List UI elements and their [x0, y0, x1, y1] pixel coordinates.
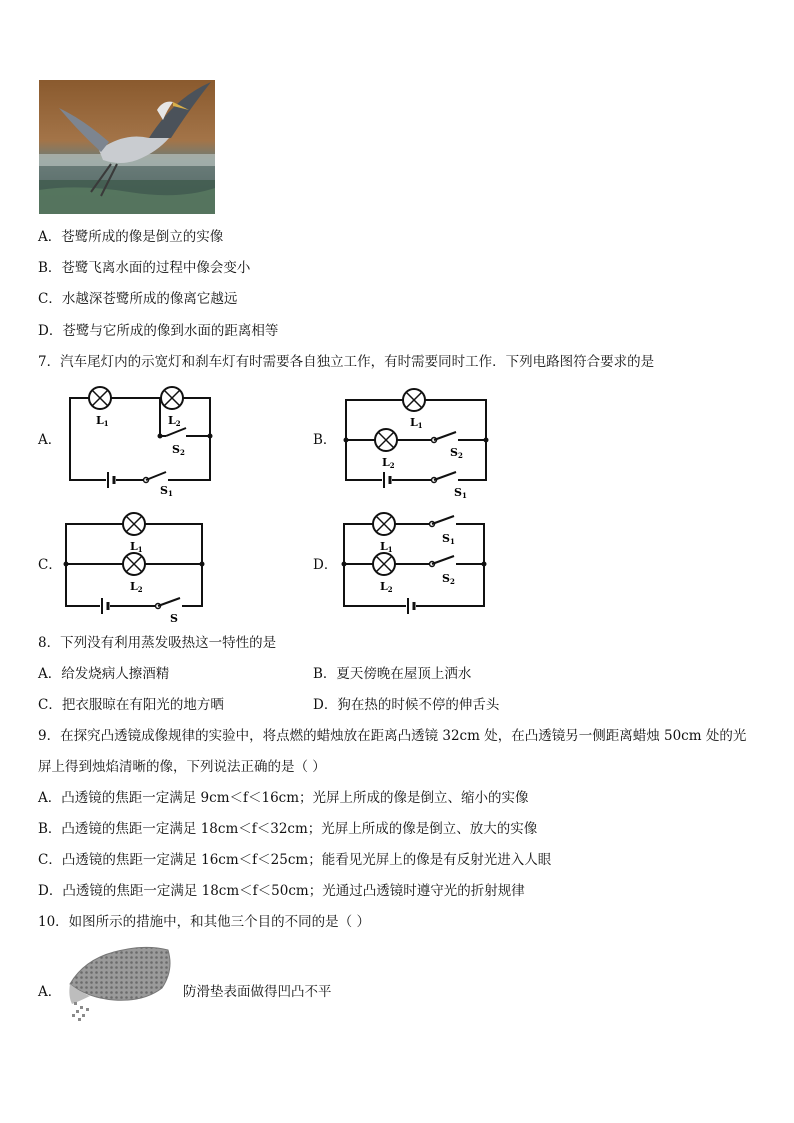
q7-option-a-label[interactable]: A． [38, 432, 62, 448]
svg-text:L1: L1 [130, 540, 143, 554]
q6-option-b[interactable]: B．苍鹭飞离水面的过程中像会变小 [38, 260, 251, 276]
svg-text:S2: S2 [172, 443, 185, 457]
svg-text:L2: L2 [382, 456, 395, 470]
svg-text:L1: L1 [96, 414, 109, 428]
anti-slip-mat-image [64, 940, 176, 1024]
svg-text:L2: L2 [380, 580, 393, 594]
q6-option-c[interactable]: C．水越深苍鹭所成的像离它越远 [38, 291, 238, 307]
q9-option-b[interactable]: B．凸透镜的焦距一定满足 18cm＜f＜32cm；光屏上所成的像是倒立、放大的实像 [38, 821, 538, 837]
q9-option-c[interactable]: C．凸透镜的焦距一定满足 16cm＜f＜25cm；能看见光屏上的像是有反射光进入人眼 [38, 852, 552, 868]
q10-option-a-text: 防滑垫表面做得凹凸不平 [183, 984, 332, 1000]
q7-option-d-label[interactable]: D． [313, 557, 338, 573]
q7-option-c-label[interactable]: C． [38, 557, 62, 573]
q7-option-b-label[interactable]: B． [313, 432, 337, 448]
q6-option-d[interactable]: D．苍鹭与它所成的像到水面的距离相等 [38, 323, 279, 339]
q10-option-a-label[interactable]: A． [38, 984, 62, 1000]
svg-text:S: S [170, 612, 178, 624]
q9-stem-line1: 9．在探究凸透镜成像规律的实验中，将点燃的蜡烛放在距离凸透镜 32cm 处，在凸透镜另一侧距离蜡烛 50cm 处的光 [38, 728, 747, 744]
circuit-d[interactable] [336, 508, 496, 624]
svg-text:L1: L1 [380, 540, 393, 554]
q8-option-c[interactable]: C．把衣服晾在有阳光的地方晒 [38, 697, 224, 713]
circuit-b[interactable] [338, 384, 498, 500]
q8-option-b[interactable]: B．夏天傍晚在屋顶上洒水 [313, 666, 472, 682]
q10-stem: 10．如图所示的措施中，和其他三个目的不同的是（ ） [38, 914, 370, 930]
q9-option-a[interactable]: A．凸透镜的焦距一定满足 9cm＜f＜16cm；光屏上所成的像是倒立、缩小的实像 [38, 790, 529, 806]
svg-text:S1: S1 [160, 484, 173, 496]
circuit-a[interactable] [62, 384, 222, 496]
q9-stem-line2: 屏上得到烛焰清晰的像，下列说法正确的是（ ） [38, 759, 326, 775]
circuit-c[interactable] [58, 508, 214, 624]
q6-option-a[interactable]: A．苍鹭所成的像是倒立的实像 [38, 229, 224, 245]
q9-option-d[interactable]: D．凸透镜的焦距一定满足 18cm＜f＜50cm；光通过凸透镜时遵守光的折射规律 [38, 883, 525, 899]
heron-photo [39, 80, 215, 214]
q8-stem: 8．下列没有利用蒸发吸热这一特性的是 [38, 635, 277, 651]
q8-option-d[interactable]: D．狗在热的时候不停的伸舌头 [313, 697, 500, 713]
svg-text:S1: S1 [454, 486, 467, 500]
svg-text:S2: S2 [450, 446, 463, 460]
svg-text:S1: S1 [442, 532, 455, 546]
svg-text:L1: L1 [410, 416, 423, 430]
q8-option-a[interactable]: A．给发烧病人擦酒精 [38, 666, 170, 682]
svg-text:L2: L2 [168, 414, 181, 428]
q7-stem: 7．汽车尾灯内的示宽灯和刹车灯有时需要各自独立工作，有时需要同时工作．下列电路图符合要求的是 [38, 354, 655, 370]
svg-text:L2: L2 [130, 580, 143, 594]
svg-text:S2: S2 [442, 572, 455, 586]
